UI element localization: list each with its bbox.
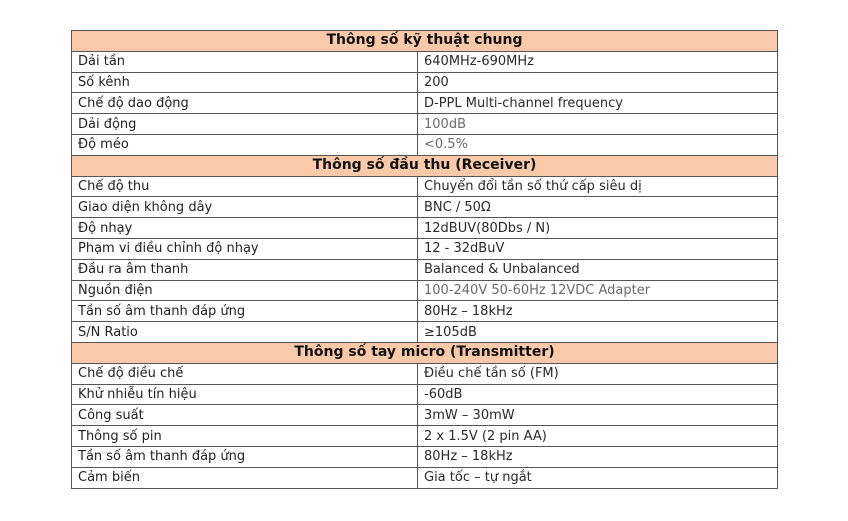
table-row: [72, 218, 778, 239]
table-row: [72, 467, 778, 488]
section-title: Thông số đầu thu (Receiver): [72, 155, 778, 176]
row-value: 12 - 32dBuV: [418, 238, 778, 259]
table-row: [72, 405, 778, 426]
section-header-general: [72, 31, 778, 52]
table-row: [72, 322, 778, 343]
row-value: 200: [418, 72, 778, 93]
row-value: Chuyển đổi tần số thứ cấp siêu dị: [418, 176, 778, 197]
row-value: -60dB: [418, 384, 778, 405]
row-value: 2 x 1.5V (2 pin AA): [418, 426, 778, 447]
row-value: 100dB: [418, 114, 778, 135]
row-label: Dải tần: [72, 51, 418, 72]
row-value: Balanced & Unbalanced: [418, 259, 778, 280]
table-row: [72, 176, 778, 197]
section-header-transmitter: [72, 342, 778, 363]
row-label: Chế độ thu: [72, 176, 418, 197]
row-label: S/N Ratio: [72, 322, 418, 343]
table-row: [72, 93, 778, 114]
table-row: [72, 384, 778, 405]
table-row: [72, 238, 778, 259]
table-row: [72, 363, 778, 384]
row-value: <0.5%: [418, 134, 778, 155]
row-label: Dải động: [72, 114, 418, 135]
spec-table-body: [72, 31, 778, 489]
table-row: [72, 51, 778, 72]
row-label: Nguồn điện: [72, 280, 418, 301]
row-label: Tần số âm thanh đáp ứng: [72, 446, 418, 467]
row-value: 80Hz – 18kHz: [418, 446, 778, 467]
row-label: Độ méo: [72, 134, 418, 155]
row-label: Cảm biến: [72, 467, 418, 488]
row-label: Độ nhạy: [72, 218, 418, 239]
row-label: Thông số pin: [72, 426, 418, 447]
row-label: Đầu ra âm thanh: [72, 259, 418, 280]
row-value: ≥105dB: [418, 322, 778, 343]
row-value: 100-240V 50-60Hz 12VDC Adapter: [418, 280, 778, 301]
spec-table: [71, 30, 778, 489]
section-title: Thông số tay micro (Transmitter): [72, 342, 778, 363]
row-value: D-PPL Multi-channel frequency: [418, 93, 778, 114]
table-row: [72, 280, 778, 301]
row-value: Điều chế tần số (FM): [418, 363, 778, 384]
table-row: [72, 301, 778, 322]
row-label: Phạm vi điều chỉnh độ nhạy: [72, 238, 418, 259]
row-label: Khử nhiễu tín hiệu: [72, 384, 418, 405]
table-row: [72, 197, 778, 218]
table-row: [72, 259, 778, 280]
table-row: [72, 134, 778, 155]
section-title: Thông số kỹ thuật chung: [72, 31, 778, 52]
row-label: Giao diện không dây: [72, 197, 418, 218]
row-label: Tần số âm thanh đáp ứng: [72, 301, 418, 322]
row-value: 3mW – 30mW: [418, 405, 778, 426]
row-value: BNC / 50Ω: [418, 197, 778, 218]
table-row: [72, 114, 778, 135]
table-row: [72, 446, 778, 467]
row-label: Chế độ điều chế: [72, 363, 418, 384]
table-row: [72, 72, 778, 93]
row-label: Số kênh: [72, 72, 418, 93]
row-value: Gia tốc – tự ngắt: [418, 467, 778, 488]
section-header-receiver: [72, 155, 778, 176]
row-label: Công suất: [72, 405, 418, 426]
table-row: [72, 426, 778, 447]
row-value: 80Hz – 18kHz: [418, 301, 778, 322]
row-value: 640MHz-690MHz: [418, 51, 778, 72]
row-value: 12dBUV(80Dbs / N): [418, 218, 778, 239]
row-label: Chế độ dao động: [72, 93, 418, 114]
